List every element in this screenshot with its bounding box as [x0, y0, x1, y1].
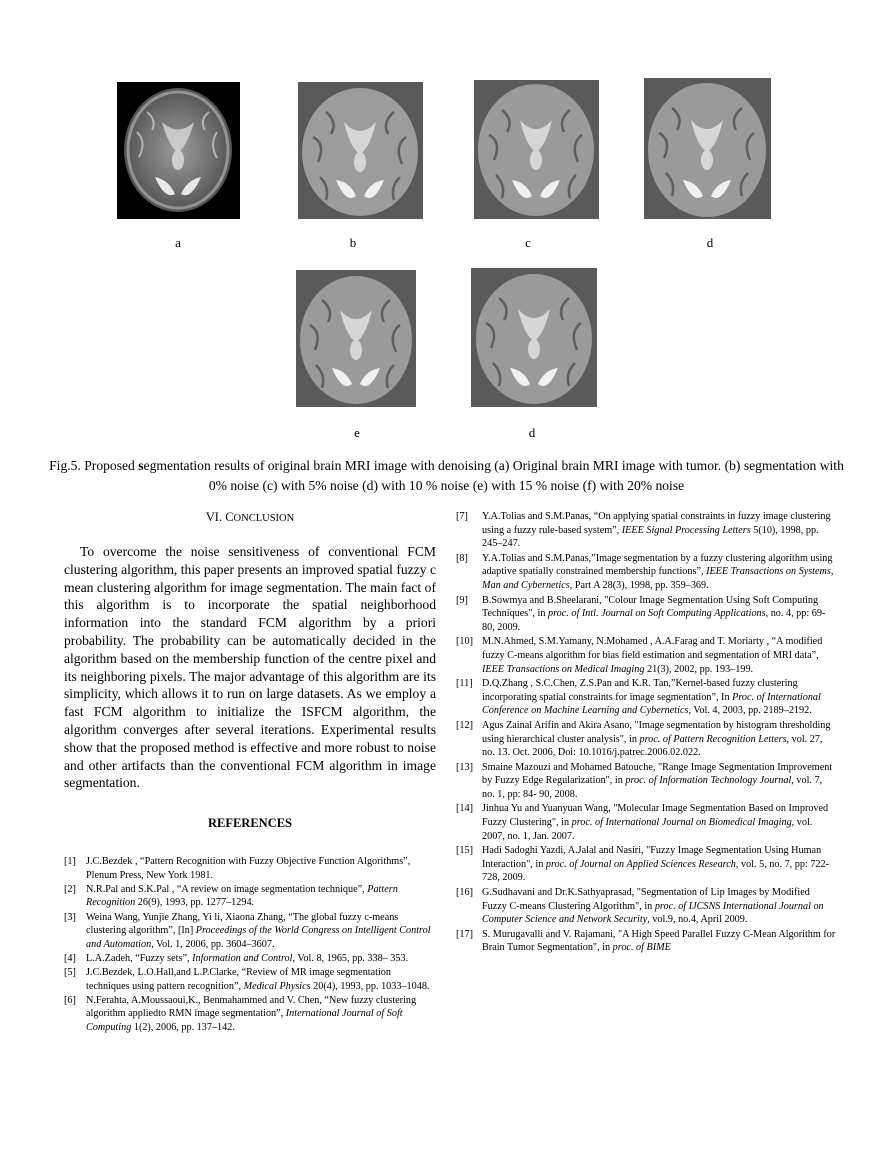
panel-label-d: d — [706, 235, 714, 250]
references-list-left — [64, 855, 436, 1034]
reference-number: [10] — [456, 636, 473, 648]
figure-panel-b — [298, 82, 423, 219]
reference-item — [456, 594, 836, 635]
reference-venue: Proceedings of the World Congress on Intelligent Control and Automation — [86, 925, 431, 950]
reference-item — [456, 719, 836, 760]
reference-venue: proc. of Journal on Applied Sciences Research — [545, 858, 736, 870]
figure-panel-a — [117, 82, 240, 219]
reference-venue: IEEE Transactions on Systems, Man and Cybernetics — [482, 566, 834, 591]
left-column — [64, 510, 436, 1035]
reference-number: [15] — [456, 845, 473, 857]
reference-text: Hadi Sadoghi Yazdi, A.Jalal and Nasiri, "Fuzzy Image Segmentation Using Human Interaction", in — [482, 845, 822, 870]
reference-venue: proc. of Intl. Journal on Soft Computing Applications — [547, 608, 766, 620]
reference-text: Agus Zainal Arifin and Akira Asano, "Image segmentation by histogram thresholding using hierarchical cluster analysis", in — [482, 719, 831, 745]
reference-text: D.Q.Zhang , S.C.Chen, Z.S.Pan and K.R. Tan,”Kernel-based fuzzy clustering incorporating spatial constraints for image segmentation”, In — [482, 678, 798, 703]
reference-item — [456, 510, 836, 551]
reference-text: G.Sudhavani and Dr.K.Sathyaprasad, "Segmentation of Lip Images by Modified Fuzzy C-means Clustering Algorithm", in — [482, 887, 810, 912]
reference-details: , Vol. 4, 2003, pp. 2189–2192. — [688, 705, 812, 717]
reference-details: , vol. 27, no. 13. Oct. 2006, Doi: 10.1016/j.patrec.2006.02.022. — [482, 733, 823, 759]
reference-item — [64, 952, 436, 966]
reference-text: J.C.Bezdek, L.O.Hall,and L.P.Clarke, “Review of MR image segmentation techniques using pattern recognition”, — [86, 966, 391, 992]
panel-label-c: c — [525, 235, 531, 250]
brain-mri-original-image — [117, 82, 240, 219]
caption-bold-letter: s — [138, 458, 144, 473]
reference-item — [456, 552, 836, 593]
panel-label-d-second: d — [528, 425, 536, 440]
reference-item — [456, 844, 836, 885]
reference-details: , vol. 7, no. 1, pp: 84- 90, 2008. — [482, 775, 823, 800]
reference-text: N.Ferahta, A.Moussaoui,K., Benmahammed and V. Chen, “New fuzzy clustering algorithm appliedto RMN image segmentation”, — [86, 994, 417, 1020]
reference-details: 26(9), 1993, pp. 1277–1294. — [135, 897, 255, 909]
reference-item — [456, 761, 836, 802]
reference-number: [8] — [456, 552, 468, 564]
reference-number: [14] — [456, 803, 473, 815]
reference-number: [3] — [64, 911, 76, 923]
reference-details: 21(3), 2002, pp. 193–199. — [644, 663, 754, 675]
reference-venue: proc. of Information Technology Journal — [625, 775, 792, 787]
conclusion-text: To overcome the noise sensitiveness of conventional FCM clustering algorithm, this paper presents an improved spatial fuzzy c mean clustering algorithm for image segmentation. The main fact of this algorithm is to incorporate the spatial neighborhood information into the standard FCM algorithm by a priori probability. The probability can be automatically decided in the algorithm based on the membership function of the centre pixel and its neighboring pixels. The major advantage of this algorithm are its simplicity, which allows it to run on large datasets. As we employ a fast FCM algorithm to initialize the ISFCM algorithm, the algorithm converges after several iterations. Experimental results show that the proposed method is effective and more robust to noise and other artifacts than the conventional FCM algorithm in image segmentation. — [64, 544, 436, 791]
reference-details: , vol. 5, no. 7, pp: 722- 728, 2009. — [482, 858, 829, 884]
reference-details: 5(10), 1998, pp. 245–247. — [482, 524, 819, 550]
right-column — [456, 510, 836, 956]
reference-item — [456, 928, 836, 955]
reference-details: , no. 4, pp: 69- 80, 2009. — [482, 608, 826, 633]
reference-text: Y.A.Tolias and S.M.Panas, “On applying spatial constraints in fuzzy image clustering using a fuzzy rule-based system”, — [482, 511, 831, 536]
reference-item — [64, 911, 436, 952]
reference-number: [2] — [64, 883, 76, 895]
conclusion-heading-rest: ONCLUSION — [233, 513, 295, 524]
reference-text: Smaine Mazouzi and Mohamed Batouche, "Range Image Segmentation Improvement by Fuzzy Edge Regularization", in — [482, 761, 833, 787]
reference-number: [17] — [456, 928, 473, 940]
reference-number: [9] — [456, 594, 468, 606]
reference-text: J.C.Bezdek , “Pattern Recognition with Fuzzy Objective Function Algorithms”, Plenum Press, New York 1981. — [86, 856, 411, 881]
reference-text: M.N.Ahmed, S.M.Yamany, N.Mohamed , A.A.Farag and T. Moriarty , “A modified fuzzy C-means algorithm for bias field estimation and segmentation of MRI data”, — [482, 636, 823, 661]
figure-panel-d — [644, 78, 771, 219]
figure-panel-c — [474, 80, 599, 219]
reference-venue: proc. of International Journal on Biomedical Imaging — [571, 817, 792, 829]
reference-item — [456, 677, 836, 718]
reference-details: , Vol. 8, 1965, pp. 338– 353. — [292, 952, 409, 964]
reference-item — [64, 855, 436, 882]
caption-text: egmentation results of original brain MRI image with denoising (a) Original brain MRI image with tumor. (b) segmentation with 0% noise (c) with 5% noise (d) with 10 % noise (e) with 15 % noise (f) with 20% noise — [143, 458, 844, 493]
reference-venue: proc. of Pattern Recognition Letters — [639, 733, 787, 745]
reference-details: , vol. 2007, no. 1, Jan. 2007. — [482, 817, 813, 842]
reference-text: Weina Wang, Yunjie Zhang, Yi li, Xiaona Zhang, “The global fuzzy c-means clustering algorithm”, [In] — [86, 911, 399, 937]
reference-item — [64, 966, 436, 993]
reference-text: N.R.Pal and S.K.Pal , “A review on image segmentation technique”, — [86, 883, 368, 895]
panel-label-e: e — [354, 425, 360, 440]
reference-details: , vol.9, no.4, April 2009. — [647, 914, 748, 926]
reference-text: L.A.Zadeh, “Fuzzy sets”, — [86, 952, 193, 964]
reference-venue: proc. of BIME — [612, 942, 671, 954]
reference-item — [456, 886, 836, 927]
reference-venue: proc. of IJCSNS International Journal on Computer Science and Network Security — [482, 900, 824, 926]
reference-number: [5] — [64, 966, 76, 978]
reference-text: B.Sowmya and B.Sheelarani, "Colour Image Segmentation Using Soft Computing Techniques", in — [482, 594, 819, 620]
figure-caption — [40, 456, 853, 496]
reference-text: Y.A.Tolias and S.M.Panas,”Image segmentation by a fuzzy clustering algorithm using adaptive spatially constrained membership functions”, — [482, 552, 833, 578]
reference-number: [12] — [456, 719, 473, 731]
reference-text: Jinhua Yu and Yuanyuan Wang, "Molecular Image Segmentation Based on Improved Fuzzy Clustering", in — [482, 803, 829, 829]
segmentation-10-noise-image — [644, 78, 771, 219]
reference-details: , Vol. 1, 2006, pp. 3604–3607. — [151, 938, 275, 950]
reference-number: [11] — [456, 678, 473, 690]
figure-panel-e — [296, 270, 416, 407]
conclusion-heading-num: VI. C — [205, 510, 234, 524]
reference-venue: Proc. of International Conference on Machine Learning and Cybernetics — [482, 691, 821, 717]
reference-item — [456, 635, 836, 676]
reference-number: [1] — [64, 856, 76, 868]
segmentation-0-noise-image — [298, 82, 423, 219]
figure-panel-f — [471, 268, 597, 407]
conclusion-paragraph — [64, 543, 436, 792]
reference-details: 20(4), 1993, pp. 1033–1048. — [310, 980, 430, 992]
reference-details: 1(2), 2006, pp. 137–142. — [131, 1021, 235, 1033]
reference-venue: Information and Control — [192, 952, 293, 964]
references-list-right — [456, 510, 836, 955]
segmentation-5-noise-image — [474, 80, 599, 219]
reference-venue: Pattern Recognition — [86, 883, 398, 909]
reference-number: [4] — [64, 952, 76, 964]
panel-label-a: a — [175, 235, 181, 250]
references-heading: REFERENCES — [207, 816, 293, 831]
panel-label-b: b — [349, 235, 357, 250]
reference-details: , Part A 28(3), 1998, pp. 359–369. — [569, 579, 709, 591]
reference-number: [13] — [456, 761, 473, 773]
segmentation-15-noise-image — [296, 270, 416, 407]
reference-number: [7] — [456, 511, 468, 522]
caption-prefix: Fig.5. Proposed — [49, 458, 139, 473]
reference-number: [16] — [456, 887, 473, 899]
segmentation-20-noise-image — [471, 268, 597, 407]
reference-text: S. Murugavalli and V. Rajamani, "A High Speed Parallel Fuzzy C-Mean Algorithm for Brain Tumor Segmentation", in — [482, 928, 836, 954]
reference-item — [456, 802, 836, 843]
reference-venue: IEEE Transactions on Medical Imaging — [482, 663, 645, 675]
reference-number: [6] — [64, 994, 76, 1006]
reference-item — [64, 883, 436, 910]
reference-venue: International Journal of Soft Computing — [86, 1008, 403, 1033]
reference-venue: Medical Physics — [243, 980, 311, 992]
reference-venue: IEEE Signal Processing Letters — [621, 524, 751, 536]
reference-item — [64, 994, 436, 1035]
conclusion-heading — [64, 510, 436, 525]
